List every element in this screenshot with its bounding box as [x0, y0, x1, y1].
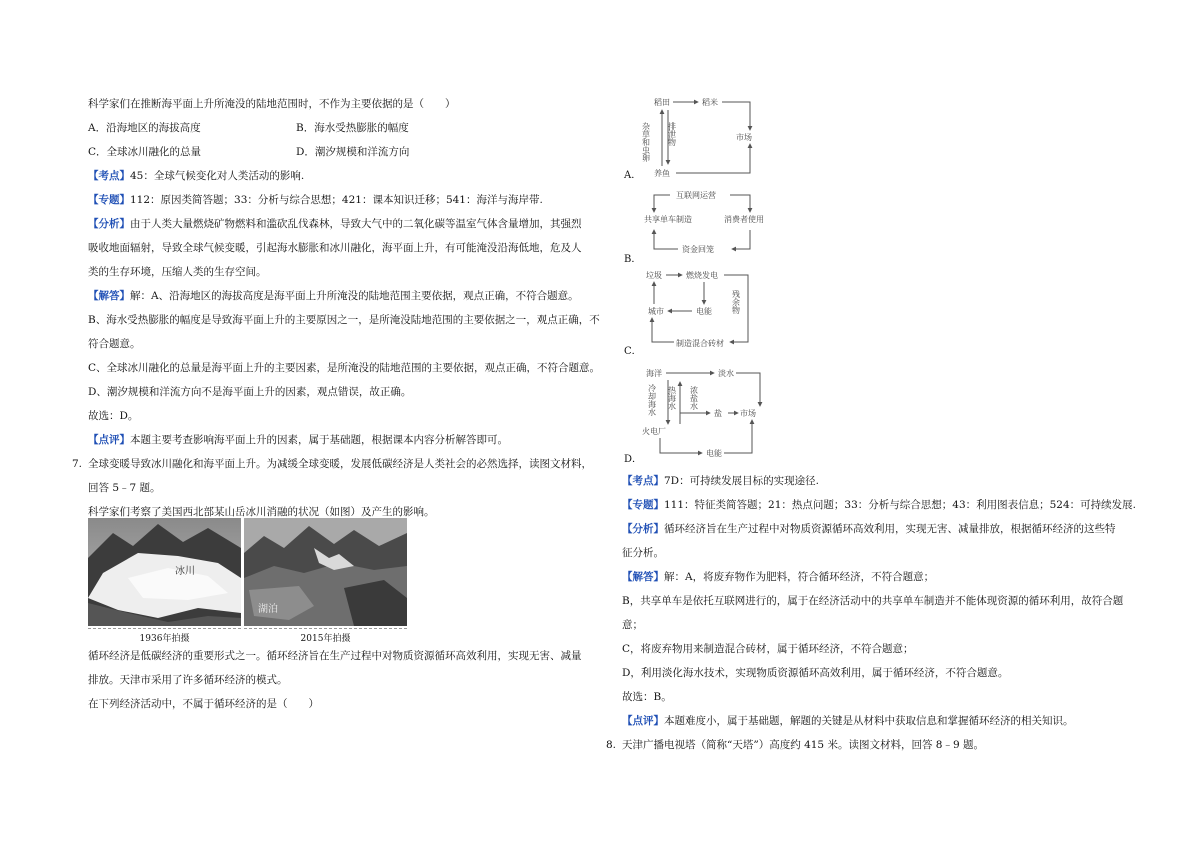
fenxi-text-2: 吸收地面辐射，导致全球气候变暖，引起海水膨胀和冰川融化，海平面上升，有可能淹没沿海低地，危及人 — [88, 242, 582, 254]
caption-1936: 1936年拍摄 — [88, 628, 241, 644]
r-kaodian-line — [622, 474, 819, 488]
diag-d-hot-sea: 热海水 — [667, 386, 677, 410]
r-dianping-tag: 【点评】 — [622, 715, 664, 727]
dianping-text: 本题主要考查影响海平面上升的因素，属于基础题，根据课本内容分析解答即可。 — [130, 434, 508, 446]
glacier-photo-1936 — [88, 518, 241, 626]
r-jieda-line — [622, 570, 934, 584]
jieda-line — [88, 289, 579, 303]
option-d-label: D． — [624, 454, 643, 465]
r-jieda-text-4: C，将废弃物用来制造混合砖材，属于循环经济，不符合题意； — [622, 643, 914, 655]
r-jieda-text-5: D，利用淡化海水技术，实现物质资源循环高效利用，属于循环经济，不符合题意。 — [622, 667, 1009, 679]
r-jieda-tag: 【解答】 — [622, 571, 664, 583]
option-b-label: B． — [624, 254, 642, 265]
jieda-text-2: B、海水受热膨胀的幅度是导致海平面上升的主要原因之一，是所淹没陆地范围的主要依据之一，观点正确，不 — [88, 314, 600, 326]
r-zhuanti-text: 111：特征类简答题；21：热点问题；33：分析与综合思想；43：利用图表信息；524：可持续发展. — [664, 499, 1137, 511]
diag-d-market: 市场 — [740, 409, 756, 418]
q6-option-c: C．全球冰川融化的总量 — [88, 146, 202, 158]
kaodian-text: 45：全球气候变化对人类活动的影响. — [130, 170, 305, 182]
diag-d-freshwater: 淡水 — [718, 369, 734, 378]
q6-stem: 科学家们在推断海平面上升所淹没的陆地范围时，不作为主要依据的是（ ） — [88, 98, 456, 110]
fenxi-line — [88, 217, 582, 231]
diag-b-right: 消费者使用 — [724, 215, 764, 224]
zhuanti-line — [88, 193, 543, 207]
diag-b-bottom: 资金回笼 — [682, 245, 714, 254]
q7-text-1: 全球变暖导致冰川融化和海平面上升。为减缓全球变暖，发展低碳经济是人类社会的必然选择，读图文材料， — [88, 458, 592, 470]
q8-number: 8. — [606, 739, 617, 751]
diag-d-cooling: 冷却海水 — [647, 384, 657, 416]
r-dianping-line — [622, 714, 1074, 728]
r-kaodian-tag: 【考点】 — [622, 475, 664, 487]
diagram-d — [640, 364, 770, 460]
r-jieda-text-1: 解：A，将废弃物作为肥料，符合循环经济，不符合题意； — [664, 571, 935, 583]
diag-c-burn: 燃烧发电 — [686, 271, 718, 280]
kaodian-tag: 【考点】 — [88, 170, 130, 182]
q6-option-a: A．沿海地区的海拔高度 — [88, 122, 201, 134]
diagram-c — [640, 268, 770, 350]
q7-text-2: 回答 5﹣7 题。 — [88, 482, 161, 494]
r-kaodian-text: 7D：可持续发展目标的实现途径. — [664, 475, 819, 487]
fenxi-text-3: 类的生存环境，压缩人类的生存空间。 — [88, 266, 267, 278]
glacier-label: 冰川 — [175, 566, 195, 577]
caption-2015: 2015年拍摄 — [244, 628, 407, 644]
diag-b-top: 互联网运营 — [676, 191, 716, 200]
q-sub-stem: 在下列经济活动中，不属于循环经济的是（ ） — [88, 698, 319, 710]
option-c-label: C． — [624, 346, 642, 357]
diag-d-sea: 海洋 — [646, 369, 662, 378]
fenxi-tag: 【分析】 — [88, 218, 130, 230]
q6-option-d: D．潮汐规模和洋流方向 — [296, 146, 410, 158]
r-jieda-text-6: 故选：B。 — [622, 691, 672, 703]
diag-c-garbage: 垃圾 — [646, 271, 662, 280]
q6-option-b: B．海水受热膨胀的幅度 — [296, 122, 409, 134]
zhuanti-text: 112：原因类简答题；33：分析与综合思想；421：课本知识迁移；541：海洋与海岸带. — [130, 194, 543, 206]
zhuanti-tag: 【专题】 — [88, 194, 130, 206]
dianping-line — [88, 433, 508, 447]
diagram-b — [640, 188, 770, 258]
diag-c-city: 城市 — [648, 307, 664, 316]
glacier-intro: 科学家们考察了美国西北部某山岳冰川消融的状况（如图）及产生的影响。 — [88, 506, 435, 518]
diag-a-node-rice: 稻米 — [702, 98, 718, 107]
q8-text: 天津广播电视塔（简称“天塔”）高度约 415 米。读图文材料，回答 8﹣9 题。 — [622, 739, 984, 751]
circular-text-1: 循环经济是低碳经济的重要形式之一。循环经济旨在生产过程中对物质资源循环高效利用，实现无害、减量 — [88, 650, 582, 662]
diag-a-node-fish: 养鱼 — [654, 169, 670, 178]
r-dianping-text: 本题难度小，属于基础题，解题的关键是从材料中获取信息和掌握循环经济的相关知识。 — [664, 715, 1074, 727]
r-fenxi-tag: 【分析】 — [622, 523, 664, 535]
fenxi-text-1: 由于人类大量燃烧矿物燃料和滥砍乱伐森林，导致大气中的二氧化碳等温室气体含量增加，其强烈 — [130, 218, 582, 230]
diag-b-left: 共享单车制造 — [644, 215, 692, 224]
jieda-text-1: 解：A、沿海地区的海拔高度是海平面上升所淹没的陆地范围主要依据，观点正确，不符合题意。 — [130, 290, 579, 302]
diag-d-brine: 浓盐水 — [689, 386, 699, 410]
diag-a-node-market: 市场 — [736, 133, 752, 142]
r-zhuanti-tag: 【专题】 — [622, 499, 664, 511]
jieda-tag: 【解答】 — [88, 290, 130, 302]
jieda-text-5: D、潮汐规模和洋流方向不是海平面上升的因素，观点错误，故正确。 — [88, 386, 412, 398]
r-fenxi-text-1: 循环经济旨在生产过程中对物质资源循环高效利用，实现无害、减量排放，根据循环经济的这些特 — [664, 523, 1116, 535]
jieda-text-4: C、全球冰川融化的总量是海平面上升的主要因素，是所淹没的陆地范围的主要依据，观点正确，不符合题意。 — [88, 362, 601, 374]
kaodian-line — [88, 169, 304, 183]
r-fenxi-line — [622, 522, 1116, 536]
option-a-label: A． — [624, 170, 642, 181]
r-jieda-text-2: B，共享单车是依托互联网进行的，属于在经济活动中的共享单车制造并不能体现资源的循环利用，故符合题 — [622, 595, 1124, 607]
diag-a-node-rice-field: 稻田 — [654, 98, 670, 107]
diag-a-mid-label: 排泄物 — [667, 122, 677, 146]
r-fenxi-text-2: 征分析。 — [622, 547, 664, 559]
dianping-tag: 【点评】 — [88, 434, 130, 446]
r-zhuanti-line — [622, 498, 1136, 512]
q7-number: 7. — [72, 458, 83, 470]
diag-d-salt: 盐 — [714, 409, 722, 418]
lake-label: 湖泊 — [258, 604, 278, 615]
diag-c-residue: 残余物 — [731, 290, 741, 314]
circular-text-2: 排放。天津市采用了许多循环经济的模式。 — [88, 674, 288, 686]
diag-c-bricks: 制造混合砖材 — [676, 339, 724, 348]
jieda-text-3: 符合题意。 — [88, 338, 141, 350]
r-jieda-text-3: 意； — [622, 619, 643, 631]
diag-d-electricity: 电能 — [706, 449, 722, 458]
jieda-text-6: 故选：D。 — [88, 410, 139, 422]
diag-c-electricity: 电能 — [696, 307, 712, 316]
diag-d-power-plant: 火电厂 — [642, 427, 666, 436]
diagram-a — [640, 96, 770, 180]
diag-a-side-label: 杂草和虫卵 — [641, 122, 651, 162]
